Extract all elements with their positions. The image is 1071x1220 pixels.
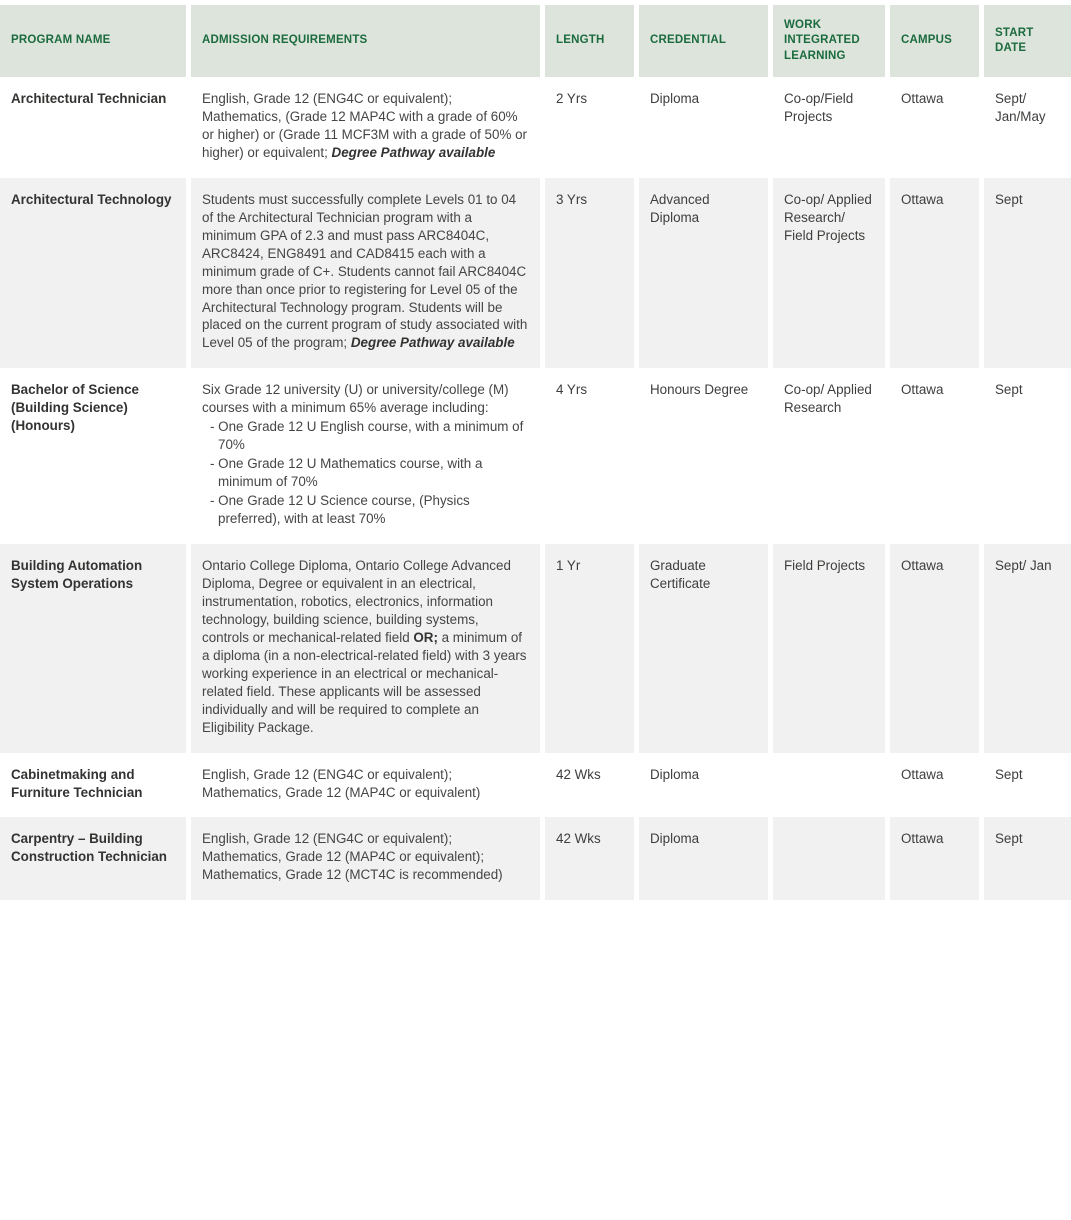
cell-admission-requirements	[191, 368, 540, 544]
admission-text: Six Grade 12 university (U) or university/college (M) courses with a minimum 65% average including:	[202, 382, 509, 416]
cell-work-integrated-learning: Co-op/ Applied Research	[773, 368, 885, 544]
degree-pathway-note: Degree Pathway available	[350, 335, 515, 351]
column-header-credential: CREDENTIAL	[639, 5, 768, 77]
cell-work-integrated-learning	[773, 753, 885, 818]
table-row	[0, 77, 1071, 178]
table-row	[0, 817, 1071, 900]
cell-admission-requirements: English, Grade 12 (ENG4C or equivalent); Mathematics, Grade 12 (MAP4C or equivalent); Mathematics, Grade 12 (MCT4C is recommended)	[191, 817, 540, 900]
cell-work-integrated-learning: Field Projects	[773, 544, 885, 753]
table-header	[0, 5, 1071, 77]
cell-start-date: Sept/ Jan	[984, 544, 1071, 753]
admission-text-part2: a minimum of a diploma (in a non-electrical-related field) with 3 years working experience in an electrical or mechanical-related field. These applicants will be assessed individually and will be required to complete an Eligibility Package.	[202, 629, 527, 735]
admission-text: Students must successfully complete Levels 01 to 04 of the Architectural Technician program with a minimum GPA of 2.3 and must pass ARC8404C, ARC8424, ENG8491 and CAD8415 each with a minimum grade of C+. Students cannot fail ARC8404C more than once prior to registering for Level 05 of the Architectural Technology program. Students will be placed on the current program of study associated with Level 05 of the program;	[202, 191, 528, 351]
list-item: - One Grade 12 U Science course, (Physics preferred), with at least 70%	[210, 493, 470, 527]
column-header-start-date: START DATE	[984, 5, 1071, 77]
cell-campus: Ottawa	[890, 817, 979, 900]
cell-credential: Advanced Diploma	[639, 178, 768, 369]
degree-pathway-note: Degree Pathway available	[331, 144, 496, 160]
cell-credential: Diploma	[639, 753, 768, 818]
table-header-row	[0, 5, 1071, 77]
list-item: - One Grade 12 U English course, with a minimum of 70%	[210, 419, 524, 453]
cell-program-name: Bachelor of Science (Building Science) (Honours)	[0, 368, 186, 544]
column-header-length: LENGTH	[545, 5, 634, 77]
cell-length: 3 Yrs	[545, 178, 634, 369]
cell-work-integrated-learning: Co-op/ Applied Research/ Field Projects	[773, 178, 885, 369]
column-header-work-integrated-learning: WORK INTEGRATED LEARNING	[773, 5, 885, 77]
cell-length: 1 Yr	[545, 544, 634, 753]
cell-program-name: Architectural Technology	[0, 178, 186, 369]
cell-program-name: Architectural Technician	[0, 77, 186, 178]
cell-campus: Ottawa	[890, 753, 979, 818]
cell-admission-requirements	[191, 77, 540, 178]
cell-start-date: Sept	[984, 368, 1071, 544]
cell-campus: Ottawa	[890, 178, 979, 369]
table-row	[0, 178, 1071, 369]
cell-start-date: Sept	[984, 753, 1071, 818]
admission-bullet-list	[202, 418, 528, 528]
admission-text: English, Grade 12 (ENG4C or equivalent); Mathematics, (Grade 12 MAP4C with a grade of 60% or higher) or (Grade 11 MCF3M with a grade of 50% or higher) or equivalent;	[202, 91, 527, 160]
table-row	[0, 544, 1071, 753]
column-header-campus: CAMPUS	[890, 5, 979, 77]
admission-text-part1: Ontario College Diploma, Ontario College Advanced Diploma, Degree or equivalent in an electrical, instrumentation, robotics, electronics, information technology, building science, building systems, controls or mechanical-related field	[202, 558, 511, 645]
cell-length: 42 Wks	[545, 753, 634, 818]
cell-program-name: Cabinetmaking and Furniture Technician	[0, 753, 186, 818]
cell-campus: Ottawa	[890, 544, 979, 753]
cell-credential: Graduate Certificate	[639, 544, 768, 753]
column-header-program-name: PROGRAM NAME	[0, 5, 186, 77]
cell-admission-requirements	[191, 178, 540, 369]
table-row	[0, 753, 1071, 818]
cell-program-name: Building Automation System Operations	[0, 544, 186, 753]
cell-work-integrated-learning: Co-op/Field Projects	[773, 77, 885, 178]
cell-length: 4 Yrs	[545, 368, 634, 544]
table-body	[0, 77, 1071, 900]
cell-campus: Ottawa	[890, 368, 979, 544]
cell-work-integrated-learning	[773, 817, 885, 900]
admission-or-emphasis: OR;	[413, 629, 438, 645]
cell-admission-requirements: English, Grade 12 (ENG4C or equivalent); Mathematics, Grade 12 (MAP4C or equivalent)	[191, 753, 540, 818]
cell-start-date: Sept	[984, 817, 1071, 900]
table-row	[0, 368, 1071, 544]
program-admission-table	[0, 5, 1071, 900]
list-item: - One Grade 12 U Mathematics course, with a minimum of 70%	[210, 456, 483, 490]
column-header-admission-requirements: ADMISSION REQUIREMENTS	[191, 5, 540, 77]
cell-length: 42 Wks	[545, 817, 634, 900]
cell-campus: Ottawa	[890, 77, 979, 178]
cell-start-date: Sept	[984, 178, 1071, 369]
cell-credential: Honours Degree	[639, 368, 768, 544]
cell-admission-requirements	[191, 544, 540, 753]
cell-credential: Diploma	[639, 77, 768, 178]
cell-program-name: Carpentry – Building Construction Technician	[0, 817, 186, 900]
cell-length: 2 Yrs	[545, 77, 634, 178]
cell-credential: Diploma	[639, 817, 768, 900]
cell-start-date: Sept/ Jan/May	[984, 77, 1071, 178]
